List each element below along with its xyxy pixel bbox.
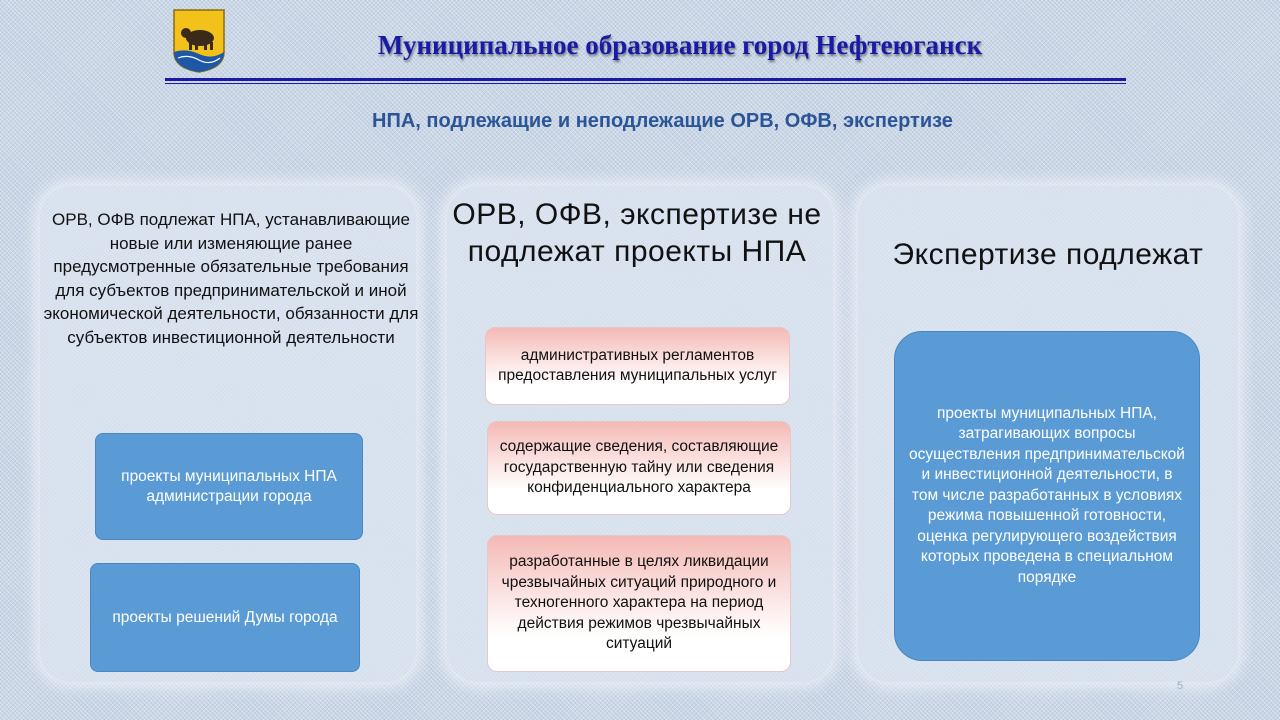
coat-of-arms-bear-icon: [172, 8, 226, 74]
left-column-heading: ОРВ, ОФВ подлежат НПА, устанавливающие новые или изменяющие ранее предусмотренные обязательные требования для субъектов предпринимательской и иной экономической деятельности, обязанности для субъектов инвестиционной деятельности: [43, 210, 419, 347]
coat-of-arms-logo: [172, 8, 226, 74]
emergency-situations-text: разработанные в целях ликвидации чрезвычайных ситуаций природного и техногенного характера на период действия режимов чрезвычайных ситуаций: [501, 553, 777, 653]
page-subtitle: НПА, подлежащие и неподлежащие ОРВ, ОФВ, экспертизе: [372, 110, 953, 132]
municipal-npa-projects-text: проекты муниципальных НПА администрации города: [121, 467, 337, 505]
right-column-heading: Экспертизе подлежат: [892, 238, 1204, 271]
admin-regulations-box: [485, 327, 790, 405]
expertise-projects-text: проекты муниципальных НПА, затрагивающих вопросы осуществления предпринимательской и инвестиционной деятельности, в том числе разработанных в условиях режима повышенной готовности, оценка регулирующего воздействия которых проведена в специальном порядке: [909, 404, 1185, 586]
municipal-npa-projects-box: [95, 433, 363, 540]
state-secret-text: содержащие сведения, составляющие государственную тайну или сведения конфиденциального характера: [499, 438, 779, 497]
duma-decisions-projects-box: [90, 563, 360, 672]
emergency-situations-box: [487, 535, 791, 672]
page-title: Муниципальное образование город Нефтеюганск: [377, 30, 983, 60]
expertise-projects-box: [894, 331, 1200, 661]
title-divider-thin: [165, 83, 1126, 84]
slide-number: 5: [1176, 680, 1184, 692]
middle-column-heading: ОРВ, ОФВ, экспертизе не подлежат проекты НПА: [452, 198, 822, 268]
duma-decisions-projects-text: проекты решений Думы города: [112, 608, 338, 626]
state-secret-box: [487, 421, 791, 515]
admin-regulations-text: административных регламентов предоставления муниципальных услуг: [498, 346, 777, 384]
title-divider: [165, 78, 1126, 81]
